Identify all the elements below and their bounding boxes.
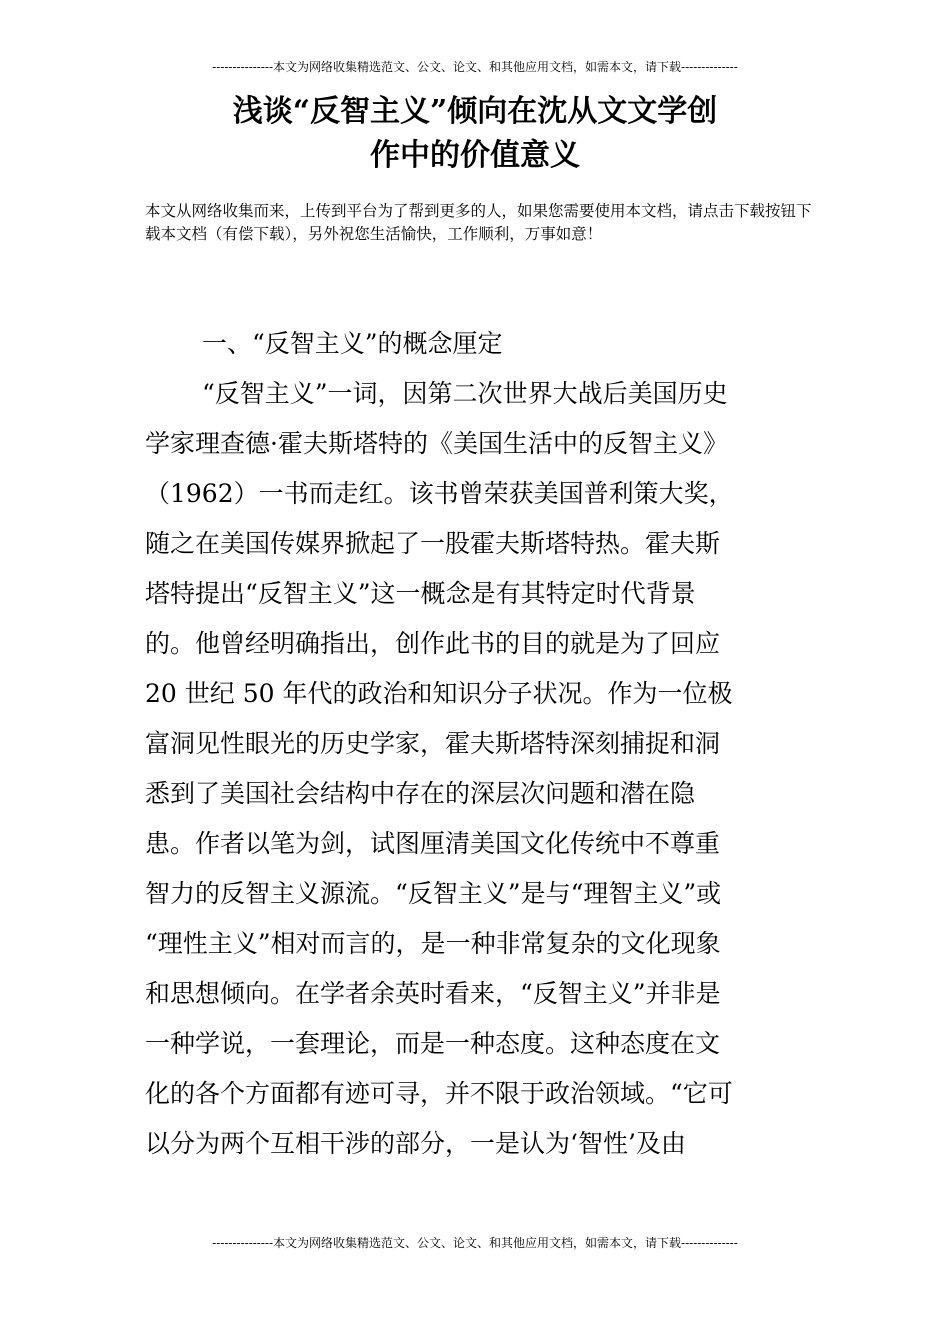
page-footer: ---------------本文为网络收集精选范文、公文、论文、和其他应用文档，如需本文，请下载-------------- (212, 1236, 738, 1250)
article-body (145, 319, 813, 1169)
body-line: 富洞见性眼光的历史学家，霍夫斯塔特深刻捕捉和洞 (145, 729, 721, 758)
body-line: 智力的反智主义源流。“反智主义”是与“理智主义”或 (145, 879, 722, 908)
body-line: 20 世纪 50 年代的政治和知识分子状况。作为一位极 (145, 679, 733, 708)
document-title (0, 90, 950, 178)
page-header: ---------------本文为网络收集精选范文、公文、论文、和其他应用文档，如需本文，请下载-------------- (212, 60, 738, 74)
download-notice: 本文从网络收集而来，上传到平台为了帮到更多的人，如果您需要使用本文档，请点击下载按钮下载本文档（有偿下载），另外祝您生活愉快，工作顺利，万事如意！ (145, 202, 812, 243)
body-line: 以分为两个互相干涉的部分，一是认为‘智性’及由 (145, 1129, 686, 1158)
body-line: “理性主义”相对而言的，是一种非常复杂的文化现象 (145, 929, 721, 958)
body-line: 随之在美国传媒界掀起了一股霍夫斯塔特热。霍夫斯 (145, 529, 721, 558)
body-line: 塔特提出“反智主义”这一概念是有其特定时代背景 (145, 579, 696, 608)
body-line: “反智主义”一词，因第二次世界大战后美国历史 (202, 379, 728, 408)
body-line: 悉到了美国社会结构中存在的深层次问题和潜在隐 (145, 779, 696, 808)
title-line-1: 浅谈“反智主义”倾向在沈从文文学创 (232, 94, 718, 129)
section-heading: 一、“反智主义”的概念厘定 (202, 329, 503, 358)
body-line: 和思想倾向。在学者余英时看来，“反智主义”并非是 (145, 979, 721, 1008)
body-line: 化的各个方面都有迹可寻，并不限于政治领域。“它可 (145, 1079, 733, 1108)
title-line-2: 作中的价值意义 (370, 138, 580, 173)
body-line: 一种学说，一套理论，而是一种态度。这种态度在文 (145, 1029, 721, 1058)
body-line: 学家理查德·霍夫斯塔特的《美国生活中的反智主义》 (145, 429, 728, 458)
body-line: 的。他曾经明确指出，创作此书的目的就是为了回应 (145, 629, 721, 658)
body-line: 患。作者以笔为剑，试图厘清美国文化传统中不尊重 (145, 829, 721, 858)
body-line: （1962）一书而走红。该书曾荣获美国普利策大奖， (145, 479, 734, 508)
